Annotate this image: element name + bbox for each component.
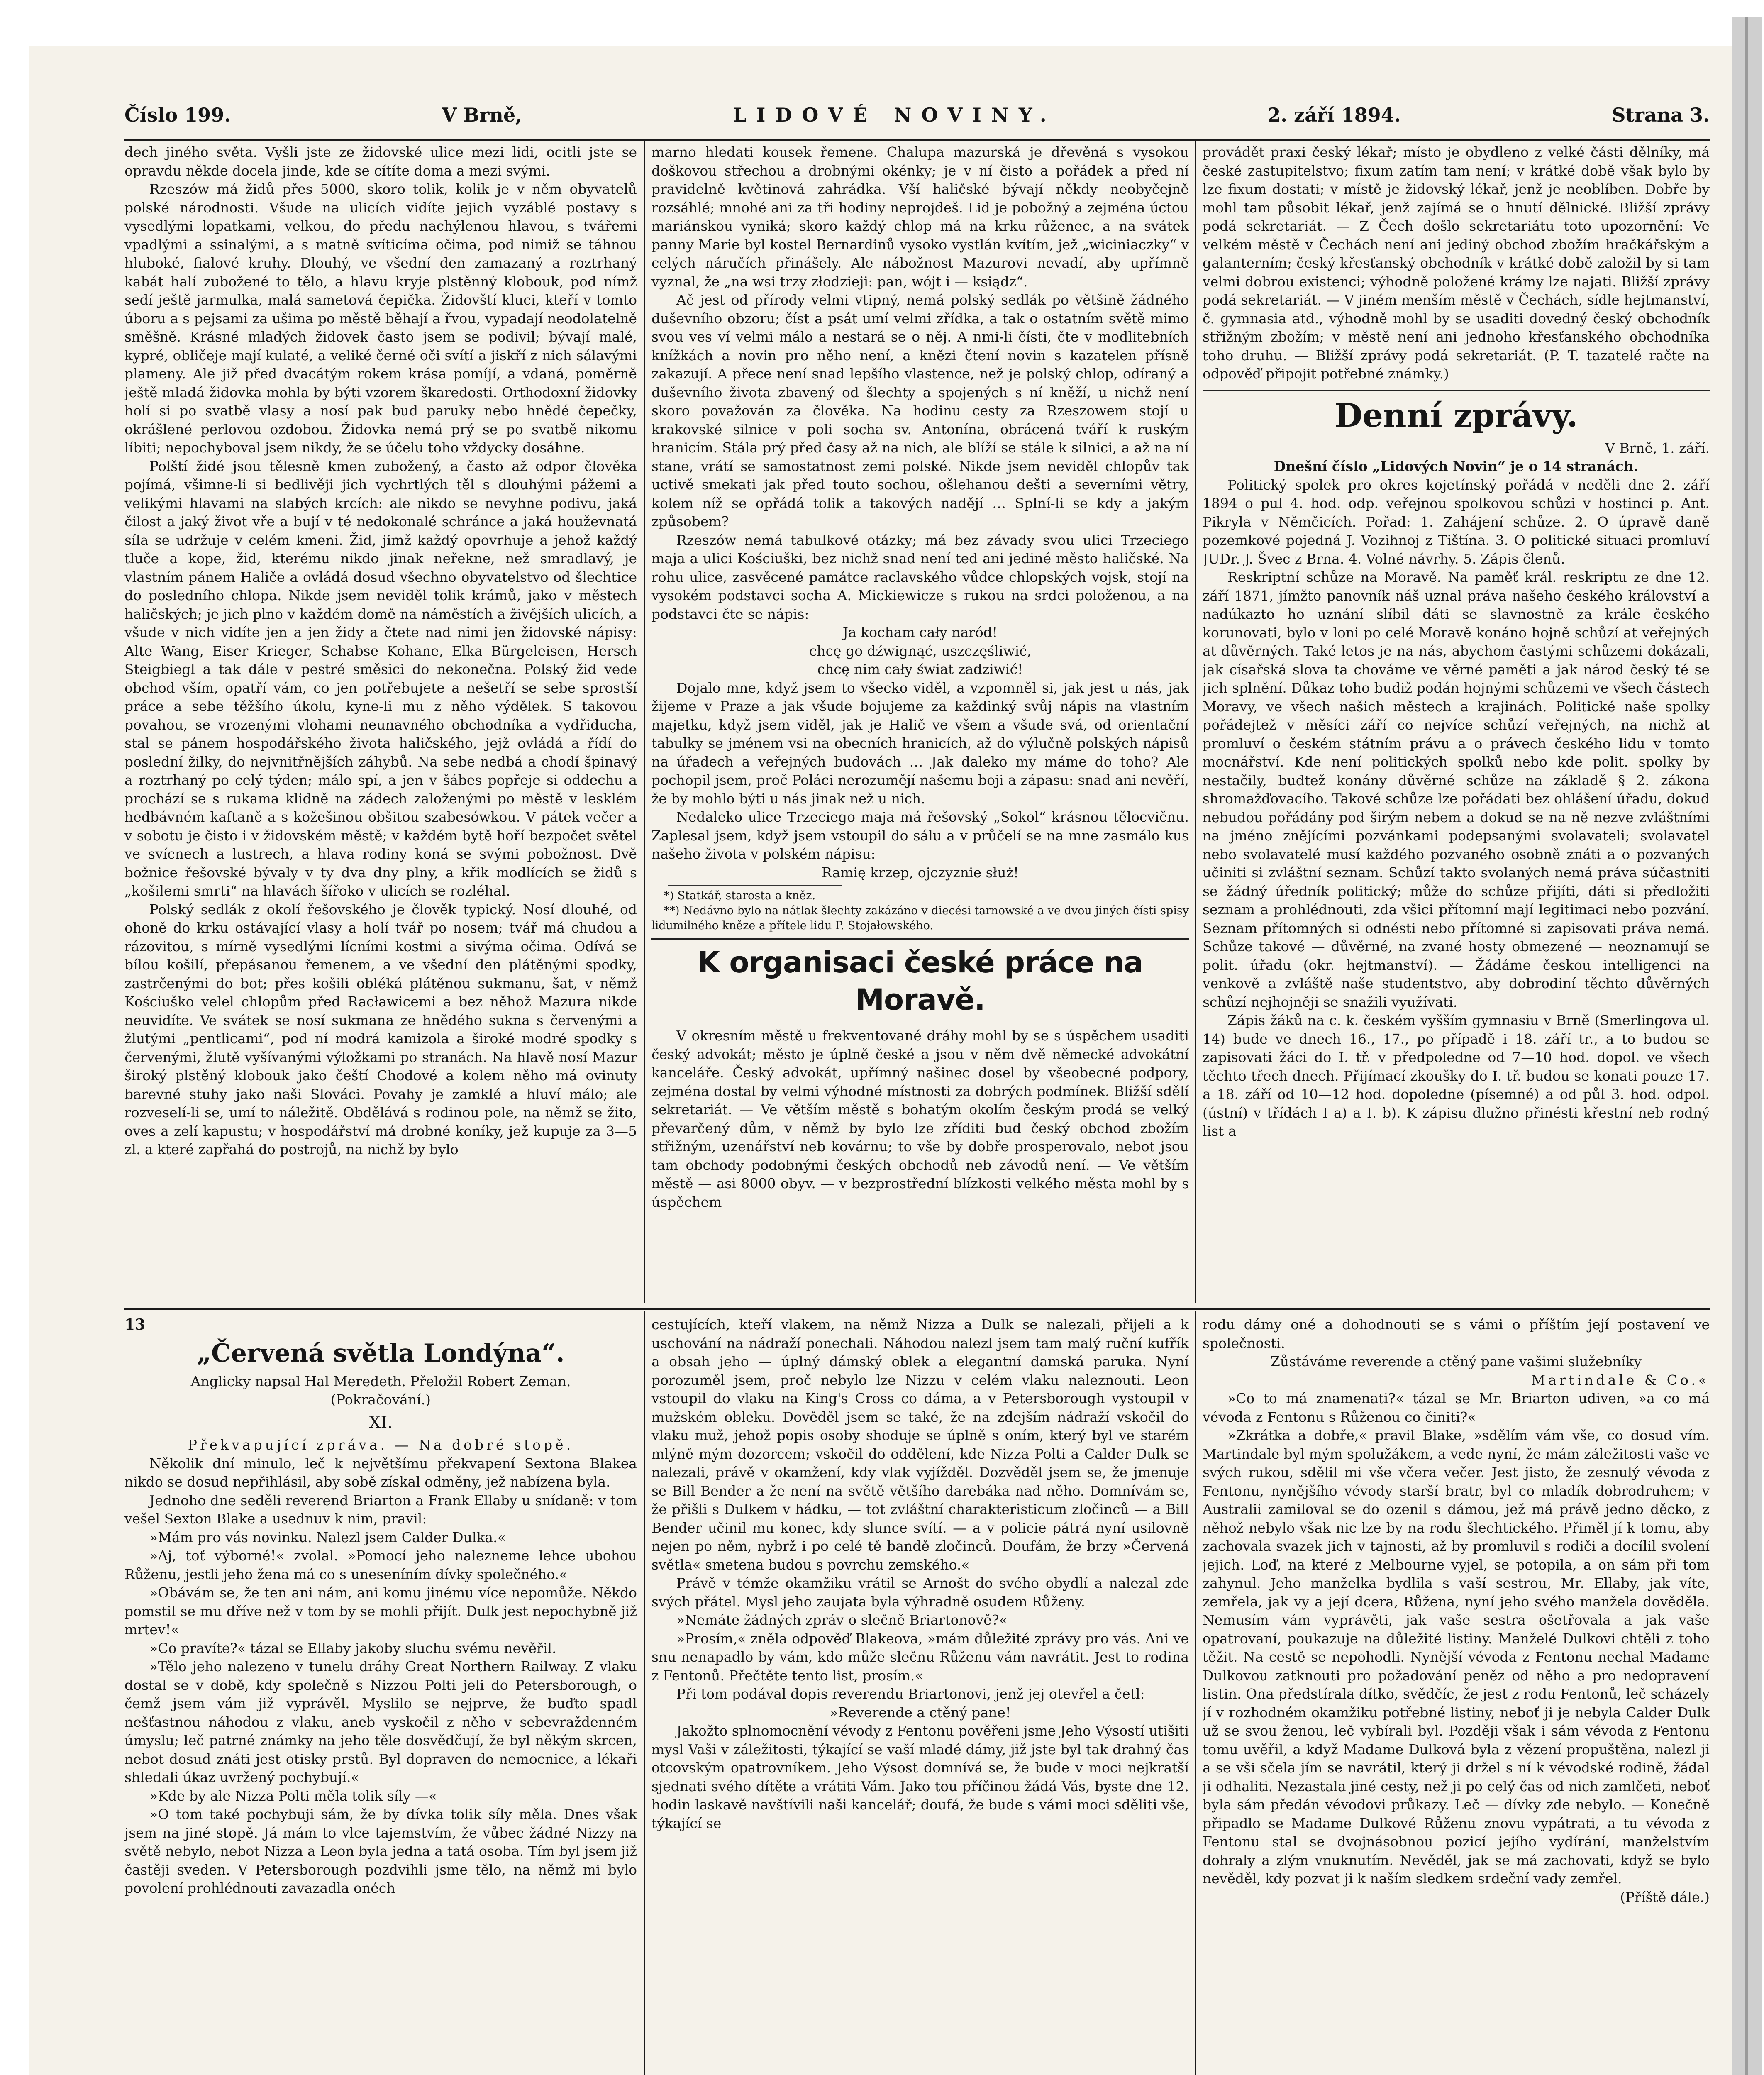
column-divider — [1195, 141, 1196, 1303]
sokol-motto: Ramię krzep, ojczyznie służ! — [821, 864, 1019, 881]
letter-closing: Zůstáváme reverende a ctěný pane vašimi služebníky — [1270, 1353, 1642, 1370]
paragraph: cestujících, kteří vlakem, na němž Nizza a Dulk se nalezali, přijeli a k uschování na nádraží ponechali. Náhodou nalezl jsem tam malý ruční kufřík a obsah jeho — úplný dámský oblek a elegantní damská paruka. Nyní porozuměl jsem, proč nebylo lze Nizzu v celém vlaku naleznouti. Leon vstoupil do vlaku na King's Cross co dáma, a v Petersborough vystoupil v mužském obleku. Dověděl jsem se také, že na zdejším nádraží vskočil do vlaku muž, jehož popis osoby shoduje se úplně s oním, který byl ve starém mlýně mým dozorcem; vskočil do oddělení, kde Nizza Polti a Calder Dulk se nalezali, právě v okamžení, kdy vlak vyjížděl. Dozvěděl jsem se, že jmenuje se Bill Bender a že není na světě většího darebáka nad něho. Domnívám se, že přišli s Dulkem v hádku, — tot zvláštní charakteristicum zločinců — a Bill Bender učinil mu konec, kdy slunce svítí. — a v policie pátrá nyní usilovně nejen po něm, nybrž i po celé tě bandě zločinců. Doufám, že brzy »Červená světla« smetena budou s povrchu zemského.« — [651, 1316, 1189, 1573]
chapter-number: XI. — [369, 1413, 393, 1432]
paragraph: Rzeszów má židů přes 5000, skoro tolik, kolik je v něm obyvatelů polské národnosti. Všude na ulicích vidíte jejich vyzáblé postavy s vysedlými lopatkami, velkou, do předu nachýlenou hlavou, s tvářemi vpadlými a ssinalými, a s matně svíticíma očima, pod nimiž se táhnou hluboké, fialové kruhy. Dlouhý, ve všední den zamazaný a roztrhaný kabát halí zubožené to tělo, a hlavu kryje plstěnný klobouk, pod nímž sedí ještě jarmulka, malá sametová čepička. Židovští kluci, kteří v tomto úboru a s pejsami za ušima po městě běhají a řvou, vypadají neodolatelně směšně. Krásné mladých židovek často jsem se podivil; bývají malé, kypré, obličeje mají kulaté, a veliké černé oči svítí a jiskří z nich sálavými plameny. Ale již před dvacátým rokem krása pomíjí, a vdaná, poměrně ještě mladá židovka mohla by býti vzorem škaredosti. Orthodoxní židovky holí si po svatbě vlasy a nosí pak bud paruky nebo hnědé čepečky, okrášlené perlovou ozdobou. Židovka nemá prý se po svatbě nikomu líbiti; nepochyboval jsem nikdy, že se účelu toho vždycky dosáhne. — [124, 181, 637, 456]
paragraph: Polský sedlák z okolí řešovského je člověk typický. Nosí dlouhé, od ohoně do krku ostávající vlasy a holí tvář po nosem; tvář má chudou a rázovitou, s mírně vysedlými lícními kostmi a sivýma očima. Odívá se bílou košilí, přepásanou řemenem, a ve všední den plátěnými spodky, zastrčenými do bot; přes košili obléká plátěnou sukmanu, šat, v němž Kościuško velel chlopům před Racławicemi a bez něhož Mazura nikde neuvidíte. Ve svátek se nosí sukmana ze hnědého sukna s červenými a žlutými „pentlicami“, pod ní modrá kamizola a široké modré spodky s červenými, žlutě vyšívanými výložkami po stranách. Na hlavě nosí Mazur široký plstěný klobouk jako čeští Chodové a kolem něho má ovinuty barevné stuhy jako naši Slováci. Povahy je zamklé a hluví málo; ale rozveselí-li se, umí to náležitě. Obdělává s rodinou pole, na němž se žito, oves a zelí kapustu; v hospodářství má drobné koníky, jež kupuje za 3—5 zl. a které zapřahá do postrojů, na nichž by bylo — [124, 901, 637, 1157]
paragraph: Při tom podával dopis reverendu Briartonovi, jenž jej otevřel a četl: — [676, 1686, 1145, 1702]
paragraph: »Aj, toť výborné!« zvolal. »Pomocí jeho nalezneme lehce ubohou Růženu, jestli jeho žena má co s uneseníním dívky společného.« — [124, 1548, 637, 1582]
news-item: Politický spolek pro okres kojetínský pořádá v neděli dne 2. září 1894 o pul 4. hod. odp. veřejnou spolkovou schůzi v hostinci p. Ant. Pikryla v Němčicích. Pořad: 1. Zahájení schůze. 2. O úpravě daně pozemkové pojedná J. Vozihnoj z Tištína. 3. O politické situaci promluví JUDr. J. Švec z Brna. 4. Volné návrhy. 5. Zápis členů. — [1203, 476, 1710, 567]
paragraph: Jakožto splnomocnění vévody z Fentonu pověřeni jsme Jeho Výsostí utišiti mysl Vaši v záležitosti, týkající se vaší mladé dámy, již jste byl tak drahný čas otcovským opatrovníkem. Jeho Výsost domnívá se, že bude v moci nejkratší sjednati svého dítěte a vrátiti Vám. Jako tou příčinou žádá Vás, byste dne 12. hodin laskavě navštívili naši kancelář; doufá, že bude s vámi moci sděliti vše, týkající se — [651, 1723, 1189, 1831]
letter-signature: Martindale & Co.« — [1531, 1372, 1710, 1388]
paragraph: »Zkrátka a dobře,« pravil Blake, »sdělím vám vše, co dosud vím. Martindale byl mým spolužákem, a vede nyní, že mám záležitosti vaše ve svých rukou, sdělil mi vše včera večer. Jest jisto, že zesnulý vévoda z Fentonu, nynějšího vévody starší bratr, byl co mladík dobrodruhem; v Australii zamiloval se do ozenil s dámou, jež má právě jedno děcko, z něhož nebylo však nic lze by na rodu šlechtického. Přiměl jí k tomu, aby zachovala svazek jich v tajnosti, až by promluvil s rodiči a docílil svolení jejich. Loď, na které z Melbourne vyjel, se potopila, a on sám při tom zahynul. Jeho manželka bydlila s vaší sestrou, Mr. Ellaby, jak víte, zemřela, jak vy a její dcera, Růžena, nyní jeho svého manžela dověděla. Nemusím vám vyprávěti, jak vaše sestra ošetřovala a jak vaše opatrovaní, poukazuje na důležité listiny. Manželé Dulkovi chtěli z toho těžit. Na cestě se nepohodli. Nynější vévoda z Fentonu nechal Madame Dulkovou zatknouti pro požadování peněz od něho a pro nedopravení listin. Ona předstírala dítko, svědčíc, že jest z rodu Fentonů, leč scházely jí v rozhodném okamžiku potřebné listiny, neboť ji je nebyla Calder Dulk už se svou ženou, leč vybírali byl. Později však i sám vévoda z Fentonu tomu uvěřil, a když Madame Dulková byla z vězení propuštěna, nalezl ji a se vši sčela jím se navrátil, který ji držel s ní k vévodské rodině, žádal ji odhaliti. Nezastala jiné cesty, než ji po celý čas od nich zamlčeti, neboť byla sám předán vévodovi průkazy. Leč — dívky zde nebylo. — Konečně připadlo se Madame Dulkové Růženu znovu vypátrati, a tu vévoda z Fentonu stal se dvojnásobnou pozicí jejího vydírání, manželstvím dohraly a zlým vnuknutím. Nevěděl, jak se má zachovati, když se bylo nevěděl, kdy pozvat ji k naším sledkem srdeční vady zemřel. — [1203, 1427, 1710, 1887]
paragraph: Několik dní minulo, leč k největšímu překvapení Sextona Blakea nikdo se dosud nepřihlásil, aby sobě získal odměny, jež nabízena byla. — [124, 1455, 637, 1490]
news-item: Reskriptní schůze na Moravě. Na paměť král. reskriptu ze dne 12. září 1871, jímžto panovník náš uznal práva našeho českého království a nadúkazto ho uznání slíbil dáti se slavnostně za krále českého korunovati, bylo v loni po celé Moravě konáno hojně schůzí at veřejných at důvěrných. Také letos je na nás, abychom častými schůzemi dokázali, jak císařská slova ta chováme ve věrné paměti a jak národ český té se jich splnění. Důkaz toho budiž podán hojnými schůzemi ve všech částech Moravy, ve všech našich městech a krajinách. Politické naše spolky pořádejtež v měsíci září co nejvíce schůzí veřejných, na nichž at promluví o českém státním právu a o právech českého lidu v tomto mocnářství. Kde není politických spolků nebo kde polit. spolky by nestačily, budtež konány důvěrné schůze na základě § 2. zákona shromažďovacího. Takové schůze lze pořádati bez ohlášení úřadu, dokud nebudou pořádány pod širým nebem a dokud se na ně nezve zvláštními na jméno znějícími pozvánkami podepsanými svolavateli; svolavatel nebo svolavatelé musí každého pozvaného osobně znáti a o pozvaných učiniti si zvláštní seznam. Schůzí takto svolaných nemá práva súčastniti se žádný úředník politický; může do schůze přijíti, dáti si předložiti seznam a prohlédnouti, zda všici přítomní mají legitimaci nebo pozvání. Seznam přítomných si odnésti nebo přítomné si zapisovati práva nemá. Schůze takové — důvěrné, na zvané hosty obmezené — neoznamují se polit. úřadu (okr. hejtmanství). — Žádáme českou intelligenci na venkově a zvláště naše studentstvo, aby dobrodiní těchto důvěrných schůzí nejhojněji se snažili využívati. — [1203, 569, 1710, 1010]
feuilleton-rule — [124, 1308, 1710, 1310]
paragraph: Dojalo mne, když jsem to všecko viděl, a vzpomněl si, jak jest u nás, jak žijeme v Praze a jak všude bojujeme za každinký svůj nápis na vlastním majetku, když jsem viděl, jak je Halič ve všem a všude svá, od orientační tabulky se jménem vsi na obecních hranicích, až do výlučně polských nápisů na úřadech a veřejných budovách … Jak daleko my máme do toho? Ale pochopil jsem, proč Poláci nerozumějí našemu boji a zápasu: snad ani nevěří, že by mohlo býti u nás jinak než u nich. — [651, 679, 1189, 807]
paragraph: »Obávám se, že ten ani nám, ani komu jinému více nepomůže. Někdo pomstil se mu dříve než v tom by se mohli přijít. Dulk jest nepochybně již mrtev!« — [124, 1584, 637, 1638]
novel-title: „Červená světla Londýna“. — [197, 1338, 565, 1368]
article-column-2 — [651, 143, 1189, 1305]
paragraph: Polští židé jsou tělesně kmen zubožený, a často až odpor člověka pojímá, všimne-li si bedlivěji jich vychrtlých těl s dlouhými pážemi a velikými hlavami na slabých krcích: ale nikdo se nevyhne podivu, jaká čilost a jaký život vře a bují v té nedokonalé schránce a jaká houževnatá síla se udržuje v celém kmeni. Žid, jimž každý opovrhuje a jehož každý tluče a kope, žid, kterému nikdo jinak neřekne, než smradlavý, je vlastním pánem Haliče a ovládá dosud všechno obyvatelstvo od šlechtice do posledního chlopa. Nikde jsem neviděl tolik krámů, jako v městech haličských; je jich plno v každém domě na náměstích a živějších ulicích, a všude v nich vidíte jen a jen židy a čtete nad nimi jen židovské nápisy: Alte Wang, Eiser Krieger, Schabse Kohane, Elka Bürgeleisen, Hersch Steigbiegl a tak dále v pestré směsici do nekonečna. Polský žid vede obchod vším, opatří vám, co jen potřebujete a nešetří se sebe sprostší práce a sebe těžšího úkolu, kyne-li mu z něho výdělek. S takovou povahou, se vrozenými vlohami neunavného obchodníka a vydřiducha, stal se pánem hospodářského života haličského, jejž ovládá a řídí do poslední žilky, do nejvnitřnějších záhybů. Na sebe nedbá a chodí špinavý a roztrhaný po celý týden; málo spí, a jen v šábes popřeje si oddechu a prochází se s rukama klidně na zádech založenými po městě v lesklém hedbávném kaftaně a s kožešinou obšitou szabesówkou. V pátek večer a v sobotu je čisto i v židovském městě; v každém bytě hoří bezpočet světel ve svícnech a lustrech, a hlava rodiny koná se svými pobožnost. Dvě božnice řešovské bývaly v ty dva dny plny, a křik modlících se židů s „košilemi smrti“ na hlavách šířoko v ulicích se rozléhal. — [124, 458, 637, 899]
daily-news-heading: Denní zprávy. — [1334, 396, 1578, 435]
headline-czech-labor: K organisaci české práce na Moravě. — [697, 945, 1143, 1017]
paragraph: V okresním městě u frekventované dráhy mohl by se s úspěchem usaditi český advokát; město je úplně české a jsou v něm dvě německé advokátní kanceláře. Český advokát, upřímný našinec dosel by všeobecné podpory, zejména dostal by velmi výhodné místnosti za dobrých podmínek. Bližší sdělí sekretariát. — Ve větším městě s bohatým okolím českým prodá se velký převarčený dům, v němž by bylo lze zříditi bud český obchod zbožím střižným, uzenářství neb kovárnu; to vše by dobře prosperovalo, nebot jsou tam obchody podobnými českých obchodů neb závodů není. — Ve větším městě — asi 8000 obyv. — v bezprostřední blízkosti velkého města mohl by s úspěchem — [651, 1028, 1189, 1210]
paragraph: rodu dámy oné a dohodnouti se s vámi o příštím její postavení ve společnosti. — [1203, 1316, 1710, 1351]
poem-line: chcę nim cały świat zadziwić! — [817, 661, 1023, 677]
section-rule — [1203, 390, 1710, 391]
paragraph: »Co pravíte?« tázal se Ellaby jakoby sluchu svému nevěřil. — [149, 1640, 556, 1656]
poem-line: Ja kocham cały naród! — [842, 624, 998, 640]
footnote-rule — [668, 885, 842, 886]
continuation-note: (Pokračování.) — [331, 1391, 431, 1408]
feuilleton-column-3 — [1203, 1316, 1710, 2075]
article-column-1 — [124, 143, 637, 1305]
paragraph: »Prosím,« zněla odpověď Blakeova, »mám důležité zprávy pro vás. Ani ve snu nenapadlo by vám, kdo může slečnu Růženu vám navrátit. Jest to rodina z Fentonů. Přečtěte tento list, prosím.« — [651, 1630, 1189, 1684]
column-divider — [1195, 1311, 1196, 2075]
chapter-title: Překvapující zpráva. — Na dobré stopě. — [188, 1437, 574, 1453]
paragraph: Ač jest od přírody velmi vtipný, nemá polský sedlák po většině žádného duševního obzoru; číst a psát umí velmi zřídka, a tak o ostatním světě mimo svou ves ví velmi málo a nestará se o něj. A nmi-li čísti, čte v modlitebních knížkách a novin pro něho není, a knězi čtení novin s kazatelen přísně zakazují. A přece není snad lepšího vlastence, než je polský chlop, odíraný a duševního života zbavený od šlechty a spojených s ní kněží, u nichž není skoro považován za člověka. Na hodinu cesty za Rzeszowem stojí u krakovské silnice v poli socha sv. Antonína, obrácená tváří k ruským hranicím. Stála prý před časy až na nich, ale blíží se stále k silnici, a až na ní stane, vrátí se samostatnost zemi polské. Nikde jsem neviděl chlopův tak uctivě smekati jak před touto sochou, ošlehanou dešti a severními větry, kolem níž se opřádá tolik a takových nadějí … Splní-li se kdy a jakým způsobem? — [651, 292, 1189, 530]
page-count-notice: Dnešní číslo „Lidových Novin“ je o 14 stranách. — [1274, 458, 1639, 474]
paragraph: »O tom také pochybuji sám, že by dívka tolik síly měla. Dnes však jsem na jiné stopě. Já mám to vlce tajemstvím, že vůbec žádné Nizzy na světě nebylo, nebot Nizza a Leon byla jedna a tatá osoba. Tím byl jsem již častěji sveden. V Petersborough pozdvihli jsme tělo, na němž mi bylo povolení prohlédnouti zavazadla onéch — [124, 1806, 637, 1896]
paragraph: Právě v témže okamžiku vrátil se Arnošt do svého obydlí a nalezal zde svých přátel. Mysl jeho zaujata byla výhradně osudem Růženy. — [651, 1575, 1189, 1610]
issue-number: Číslo 199. — [124, 104, 231, 126]
news-item: Zápis žáků na c. k. českém vyšším gymnasiu v Brně (Smerlingova ul. 14) bude ve dnech 16., 17., po případě i 18. září tr., a to budou se zapisovati žáci do I. tř. v předpoledne od 7—10 hod. dopol. ve všech těchto třech dnech. Přijímací zkoušky do I. tř. budou se konati pouze 17. a 18. září od 10—12 hod. dopoledne (písemné) a od půl 3. hod. odpol. (ústní) v třídách I a) a I. b). K zápisu dlužno přinésti křestní neb rodný list a — [1203, 1012, 1710, 1139]
footnote: **) Nedávno bylo na nátlak šlechty zakázáno v diecési tarnowské a ve dvou jiných čísti spisy lidumilného kněze a přítele lidu P. Stojałowského. — [651, 904, 1189, 932]
section-rule — [651, 938, 1189, 940]
letter-salutation: »Reverende a ctěný pane! — [829, 1704, 1011, 1721]
page-header — [124, 104, 1710, 137]
paragraph: »Tělo jeho nalezeno v tunelu dráhy Great Northern Railway. Z vlaku dostal se v době, kdy společně s Nizzou Polti jeli do Petersborough, o čemž jsem vám již vyprávěl. Myslilo se nejprve, že buďto spadl nešťastnou náhodou z vlaku, aneb vyskočil z něho v sebevraždenném úmyslu; leč patrné známky na jeho těle dosvědčují, že byl někým skrcen, nebot dosud znáti jest otisky prstů. Byl dopraven do nemocnice, a lékaři shledali úkaz uvržený pochybují.« — [124, 1658, 637, 1785]
paragraph: Jednoho dne seděli reverend Briarton a Frank Ellaby u snídaně: v tom vešel Sexton Blake a usednuv k nim, pravil: — [124, 1492, 637, 1527]
paragraph: provádět praxi český lékař; místo je obydleno z velké části dělníky, má české zastupitelstvo; fixum zatím tam není; v krátké době však bylo by lze fixum dostati; v místě je židovský lékař, jenž je neoblíben. Dobře by mohl tam působit lékař, jenž zajímá se o hnutí dělnické. Bližší zprávy podá sekretariát. — Z Čech došlo sekretariátu toto upozornění: Ve velkém městě v Čechách není ani jediný obchod zbožím hračkářským a galanterním; český křesťanský obchodník v krátké době založil by si tam velmi dobrou existenci; výhodně položené krámy lze najati. Bližší zprávy podá sekretariát. — V jiném menším městě v Čechách, sídle hejtmanství, č. gymnasia atd., výhodně mohl by se usaditi dovedný český obchodník střižným zbožím; v městě není ani jednoho křesťanského obchodníka toho druhu. — Bližší zprávy podá sekretariát. (P. T. tazatelé račte na odpověď připojit potřebné známky.) — [1203, 144, 1710, 382]
paragraph: »Co to má znamenati?« tázal se Mr. Briarton udiven, »a co má vévoda z Fentonu s Růženou co činiti?« — [1203, 1390, 1710, 1425]
paragraph: »Mám pro vás novinku. Nalezl jsem Calder Dulka.« — [149, 1529, 506, 1545]
paragraph: dech jiného světa. Vyšli jste ze židovské ulice mezi lidi, ocitli jste se opravdu někde docela jinde, kde se cítíte doma a mezi svými. — [124, 144, 637, 179]
page-number: Strana 3. — [1612, 104, 1710, 126]
dateline: V Brně, 1. září. — [1605, 439, 1710, 456]
article-column-3 — [1203, 143, 1710, 1305]
installment-number: 13 — [124, 1316, 146, 1333]
column-divider — [644, 141, 645, 1303]
paragraph: »Nemáte žádných zpráv o slečně Briartonově?« — [676, 1612, 1008, 1628]
paragraph: Rzeszów nemá tabulkové otázky; má bez závady svou ulici Trzeciego maja a ulici Kościuški, bez nichž snad není ted ani jediné město haličské. Na rohu ulice, zasvěcené památce raclavského vůdce chlopských vojsk, stojí na vysokém podstavci socha A. Mickiewicze s rukou na srdci položenou, a na podstavci čte se nápis: — [651, 532, 1189, 622]
novel-byline: Anglicky napsal Hal Meredeth. Přeložil Robert Zeman. — [190, 1373, 571, 1389]
header-date: 2. září 1894. — [1267, 104, 1401, 126]
feuilleton-column-2 — [651, 1316, 1189, 2075]
column-divider — [644, 1311, 645, 2075]
paragraph: »Kde by ale Nizza Polti měla tolik síly —« — [149, 1787, 437, 1804]
page-edge-line — [1745, 17, 1748, 2075]
newspaper-name: LIDOVÉ NOVINY. — [733, 104, 1056, 126]
poem-line: chcę go dźwignąć, uszczęśliwić, — [809, 642, 1032, 659]
paragraph: marno hledati kousek řemene. Chalupa mazurská je dřevěná s vysokou doškovou střechou a drobnými okénky; je v ní čisto a pořádek a před ní pravidelně květinová zahrádka. Vší haličské bývají někdy neobyčejně rozsáhlé; mnohé ani za tři hodiny neprojdeš. Lid je pobožný a zejména úctou mariánskou vyniká; skoro každý chlop má na krku růženec, a na svátek panny Marie byl kostel Bernardinů vysoko vystlán kvítím, jež „wiciniaczky“ v celých náručích přinášely. Ale nábožnost Mazurovi nevadí, aby upřímně vyznal, že „na wsi trzy złodzieji: pan, wójt i — ksiądz“. — [651, 144, 1189, 290]
header-city: V Brně, — [442, 104, 522, 126]
paragraph: Nedaleko ulice Trzeciego maja má řešovský „Sokol“ krásnou tělocvičnu. Zaplesal jsem, když jsem vstoupil do sálu a v průčelí se na mne zasmálo kus našeho života v polském nápisu: — [651, 809, 1189, 862]
feuilleton-column-1 — [124, 1316, 637, 2075]
to-be-continued: (Příště dále.) — [1620, 1889, 1710, 1905]
header-rule — [124, 139, 1710, 141]
footnote: *) Statkář, starosta a kněz. — [664, 889, 816, 902]
